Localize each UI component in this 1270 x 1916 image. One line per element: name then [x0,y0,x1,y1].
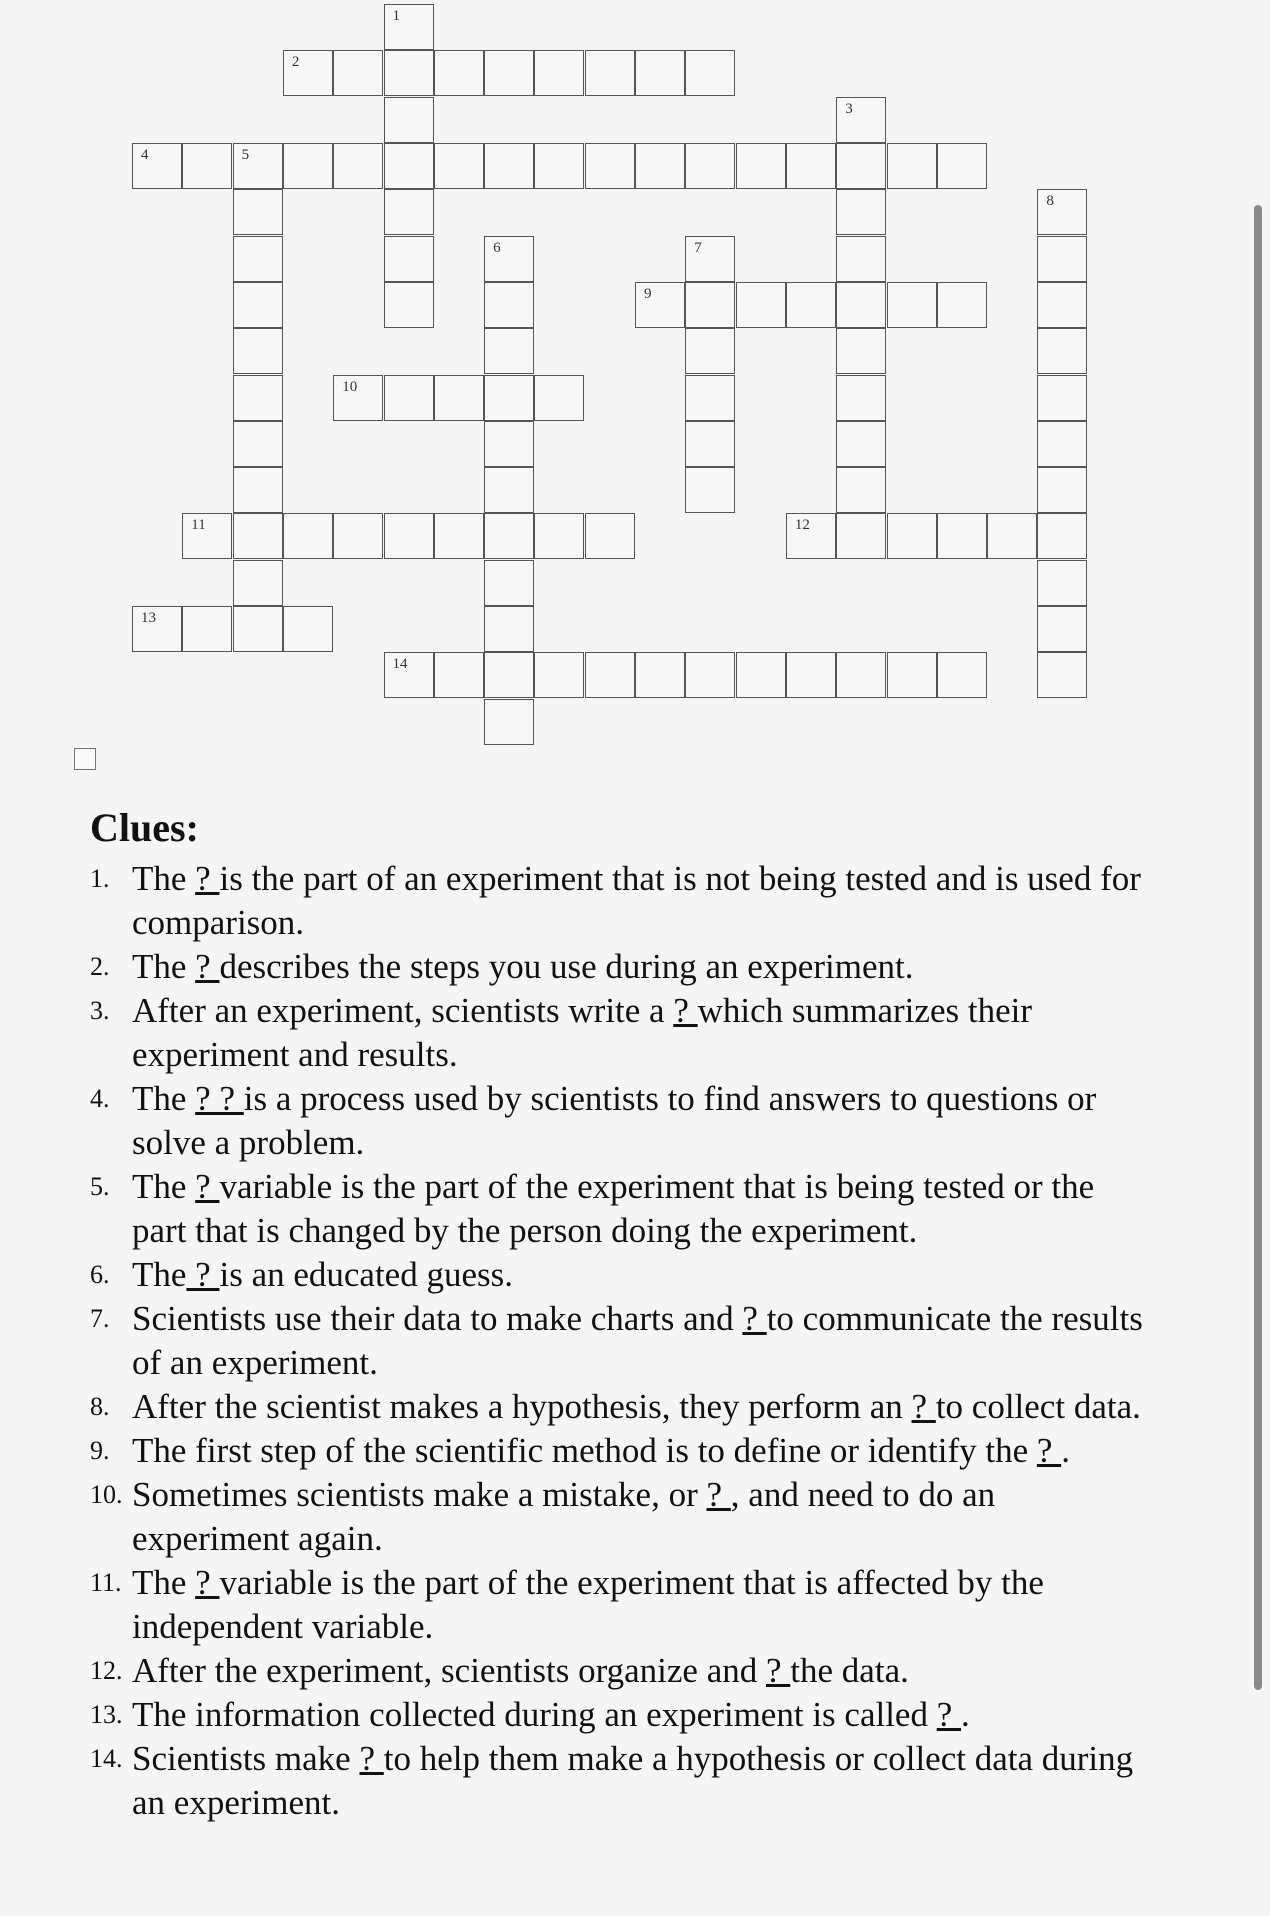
clue-number: 13 [141,610,156,626]
crossword-cell[interactable] [1037,467,1087,513]
clue-number: 12 [794,517,810,534]
clue-item [90,1165,1150,1253]
crossword-cell[interactable] [736,282,786,328]
clue-item [90,1429,1150,1473]
crossword-cell[interactable] [283,606,333,652]
crossword-cell[interactable] [434,143,484,189]
crossword-cell[interactable] [786,652,836,698]
crossword-cell[interactable] [333,143,383,189]
crossword-cell[interactable] [736,143,786,189]
clue-text-before: The [132,1255,187,1294]
clue-text-after: to help them make a hypothesis or collect data during an experiment. [132,1739,1134,1822]
crossword-cell[interactable] [685,328,735,374]
crossword-cell[interactable] [685,375,735,421]
clue-item [90,857,1150,945]
clue-item [90,1473,1150,1561]
clue-item [90,1385,1150,1429]
crossword-cell[interactable] [534,652,584,698]
clue-number: 5 [241,147,250,163]
crossword-cell[interactable] [384,282,434,328]
crossword-cell[interactable] [1037,560,1087,606]
clue-item [90,1693,1150,1737]
crossword-cell[interactable] [1037,606,1087,652]
crossword-cell[interactable] [182,513,232,559]
clue-text-after: is a process used by scientists to find answers to questions or solve a problem. [132,1079,1097,1162]
crossword-cell[interactable] [434,375,484,421]
clue-item [90,1253,1150,1297]
crossword-cell[interactable] [786,282,836,328]
crossword-cell[interactable] [484,375,534,421]
clue-text-before: The [132,1167,196,1206]
clue-text-before: The first step of the scientific method is to define or identify the [132,1431,1037,1470]
clue-text-after: which summarizes their experiment and results. [132,991,1032,1074]
crossword-cell[interactable] [434,513,484,559]
clue-item [90,1649,1150,1693]
crossword-cell[interactable] [1037,513,1087,559]
crossword-cell[interactable] [836,189,886,235]
clue-text-after: variable is the part of the experiment that is being tested or the part that is changed by the person doing the experiment. [132,1167,1095,1250]
crossword-cell[interactable] [484,236,534,282]
answer-blank: ? [195,947,220,986]
clue-item [90,1737,1150,1825]
clue-number: 1 [392,8,400,25]
crossword-cell[interactable] [434,652,484,698]
crossword-cell[interactable] [1037,282,1087,328]
clue-text-before: The [132,947,196,986]
crossword-cell[interactable] [333,50,383,96]
crossword-cell[interactable] [534,143,584,189]
crossword-cell[interactable] [384,236,434,282]
crossword-cell[interactable] [384,97,434,143]
crossword-cell[interactable] [233,282,283,328]
clue-number: 6 [493,239,501,256]
crossword-cell[interactable] [233,606,283,652]
checkbox[interactable] [74,748,96,770]
crossword-cell[interactable] [635,143,685,189]
crossword-cell[interactable] [484,606,534,652]
crossword-cell[interactable] [534,375,584,421]
crossword-cell[interactable] [1037,652,1087,698]
crossword-cell[interactable] [836,467,886,513]
crossword-cell[interactable] [233,236,283,282]
clue-number: 8. [90,1392,110,1421]
clue-text-before: After the scientist makes a hypothesis, they perform an [132,1387,912,1426]
clue-item [90,1561,1150,1649]
crossword-cell[interactable] [685,652,735,698]
crossword-cell[interactable] [887,143,937,189]
crossword-cell[interactable] [182,143,232,189]
crossword-cell[interactable] [484,328,534,374]
answer-blank: ? [706,1475,731,1514]
clue-text-before: The [132,1079,196,1118]
crossword-cell[interactable] [384,4,434,50]
clue-item [90,989,1150,1077]
crossword-cell[interactable] [333,375,383,421]
answer-blank: ? [1036,1431,1062,1470]
crossword-cell[interactable] [484,50,534,96]
answer-blank: ? [766,1651,791,1690]
crossword-cell[interactable] [685,467,735,513]
crossword-cell[interactable] [736,652,786,698]
crossword-cell[interactable] [635,282,685,328]
crossword-cell[interactable] [836,652,886,698]
crossword-cell[interactable] [786,143,836,189]
crossword-cell[interactable] [836,328,886,374]
clue-text-after: is an educated guess. [219,1255,513,1294]
crossword-cell[interactable] [233,467,283,513]
crossword-cell[interactable] [585,652,635,698]
crossword-cell[interactable] [685,143,735,189]
crossword-cell[interactable] [685,421,735,467]
clue-list [90,857,1150,1825]
crossword-cell[interactable] [836,375,886,421]
crossword-cell[interactable] [484,143,534,189]
crossword-cell[interactable] [484,467,534,513]
crossword-cell[interactable] [484,513,534,559]
clue-number: 10. [90,1480,123,1509]
crossword-cell[interactable] [384,143,434,189]
crossword-cell[interactable] [233,375,283,421]
crossword-cell[interactable] [434,50,484,96]
clue-number: 8 [1046,193,1054,210]
crossword-cell[interactable] [384,189,434,235]
crossword-cell[interactable] [937,143,987,189]
scrollbar[interactable] [1254,205,1262,1690]
clue-number: 3 [845,100,853,117]
crossword-cell[interactable] [484,652,534,698]
clue-text-after: variable is the part of the experiment that is affected by the independent variable. [132,1563,1044,1646]
clue-text-before: The information collected during an experiment is called [132,1695,937,1734]
answer-blank: ? [195,1563,220,1602]
crossword-cell[interactable] [887,282,937,328]
clue-number: 4 [141,147,149,163]
crossword-cell[interactable] [937,652,987,698]
crossword-cell[interactable] [635,50,685,96]
answer-blank: ? [359,1739,384,1778]
clue-text-after: to communicate the results of an experiment. [132,1299,1143,1382]
answer-blank: ? [195,1167,220,1206]
clue-number: 6. [90,1260,110,1289]
clues-section [90,805,1150,1825]
clue-text-before: The [132,1563,196,1602]
crossword-cell[interactable] [1037,328,1087,374]
crossword-cell[interactable] [585,513,635,559]
crossword-cell[interactable] [937,513,987,559]
clue-number: 11. [90,1568,122,1597]
clue-number: 5. [90,1172,110,1201]
crossword-cell[interactable] [132,143,182,189]
crossword-cell[interactable] [233,421,283,467]
crossword-cell[interactable] [333,513,383,559]
clue-number: 2. [90,952,110,981]
clue-number: 7. [90,1304,110,1333]
crossword-cell[interactable] [384,652,434,698]
answer-blank: ? [195,859,220,898]
crossword-cell[interactable] [182,606,232,652]
crossword-cell[interactable] [233,143,283,189]
clue-text-after: the data. [790,1651,909,1690]
crossword-cell[interactable] [1037,189,1087,235]
clue-text-after: . [1061,1431,1070,1470]
crossword-cell[interactable] [585,143,635,189]
answer-blank: ? [936,1695,962,1734]
crossword-cell[interactable] [384,375,434,421]
crossword-cell[interactable] [384,50,434,96]
clue-item [90,945,1150,989]
clue-number: 13. [90,1700,123,1729]
crossword-cell[interactable] [534,50,584,96]
answer-blank: ? [673,991,698,1030]
clue-text-before: The [132,859,196,898]
crossword-cell[interactable] [836,236,886,282]
clue-number: 2 [291,54,300,71]
clue-item [90,1077,1150,1165]
crossword-cell[interactable] [384,513,434,559]
clue-text-before: After the experiment, scientists organize and [132,1651,766,1690]
clue-number: 14 [392,656,408,673]
clue-number: 3. [90,996,110,1025]
answer-blank: ? [742,1299,767,1338]
crossword-cell[interactable] [887,652,937,698]
crossword-cell[interactable] [484,421,534,467]
crossword-cell[interactable] [1037,421,1087,467]
clue-text-before: Sometimes scientists make a mistake, or [132,1475,707,1514]
clue-number: 7 [694,239,702,256]
crossword-cell[interactable] [283,50,333,96]
crossword-cell[interactable] [685,236,735,282]
crossword-cell[interactable] [233,328,283,374]
crossword-cell[interactable] [484,699,534,745]
crossword-cell[interactable] [233,513,283,559]
crossword-cell[interactable] [685,50,735,96]
answer-blank: ? ? [195,1079,244,1118]
clue-text-before: Scientists use their data to make charts and [132,1299,743,1338]
crossword-cell[interactable] [283,143,333,189]
crossword-cell[interactable] [1037,375,1087,421]
crossword-cell[interactable] [836,97,886,143]
crossword-cell[interactable] [836,143,886,189]
clue-item [90,1297,1150,1385]
crossword-cell[interactable] [937,282,987,328]
crossword-cell[interactable] [685,282,735,328]
clue-text-after: . [961,1695,970,1734]
crossword-cell[interactable] [836,513,886,559]
clue-text-after: to collect data. [935,1387,1141,1426]
clue-number: 11 [191,517,206,534]
clue-number: 14. [90,1744,123,1773]
crossword-cell[interactable] [786,513,836,559]
clue-number: 9. [90,1436,110,1465]
clues-heading: Clues: [90,805,199,850]
clue-text-before: After an experiment, scientists write a [132,991,674,1030]
clue-text-before: Scientists make [132,1739,360,1778]
crossword-cell[interactable] [132,606,182,652]
crossword-cell[interactable] [484,560,534,606]
crossword-cell[interactable] [534,513,584,559]
clue-number: 10 [342,378,358,395]
clue-text-after: describes the steps you use during an experiment. [219,947,914,986]
crossword-cell[interactable] [836,282,886,328]
crossword-cell[interactable] [233,189,283,235]
crossword-cell[interactable] [585,50,635,96]
clue-number: 1. [90,864,110,893]
crossword-grid [0,0,1270,700]
clue-text-after: , and need to do an experiment again. [132,1475,996,1558]
crossword-cell[interactable] [484,282,534,328]
crossword-cell[interactable] [836,421,886,467]
crossword-cell[interactable] [635,652,685,698]
crossword-cell[interactable] [887,513,937,559]
crossword-cell[interactable] [283,513,333,559]
crossword-cell[interactable] [1037,236,1087,282]
clue-number: 12. [90,1656,123,1685]
crossword-cell[interactable] [987,513,1037,559]
clue-number: 4. [90,1084,110,1113]
crossword-cell[interactable] [233,560,283,606]
answer-blank: ? [911,1387,936,1426]
clue-text-after: is the part of an experiment that is not being tested and is used for comparison. [132,859,1141,942]
answer-blank: ? [186,1255,220,1294]
clue-number: 9 [644,285,652,302]
